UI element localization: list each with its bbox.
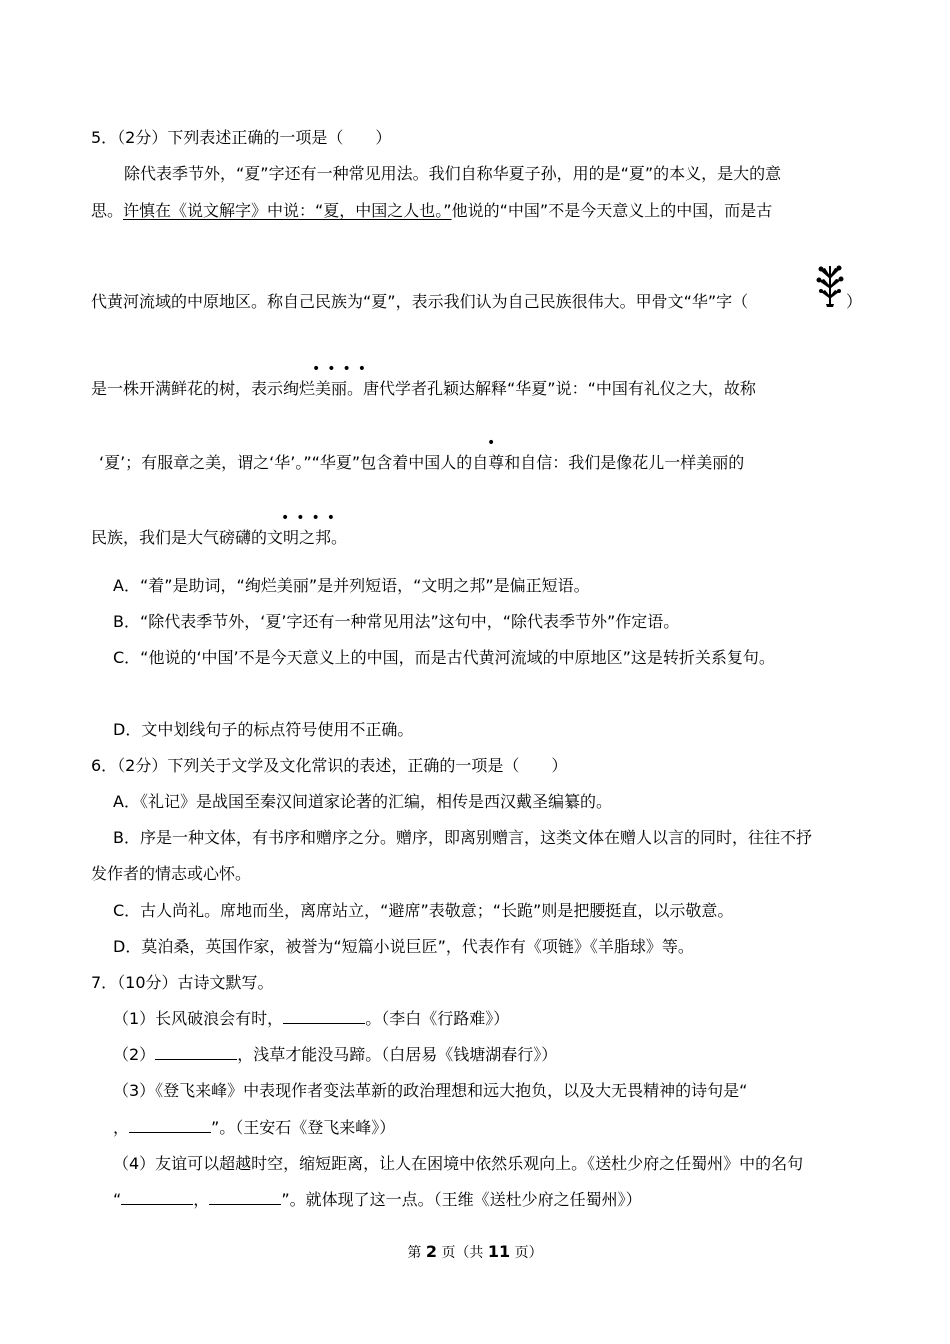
q5-option-b: B．“除代表季节外，‘夏’字还有一种常见用法”这句中，“除代表季节外”作定语。 (113, 612, 680, 631)
q6-option-d: D．莫泊桑，英国作家，被誉为“短篇小说巨匠”，代表作有《项链》《羊脂球》等。 (113, 937, 694, 956)
page-footer (0, 1242, 950, 1263)
footer-text: 页） (514, 1245, 543, 1261)
q6-option-a: A．《礼记》是战国至秦汉间道家论著的汇编，相传是西汉戴圣编纂的。 (113, 792, 612, 811)
q7-item-4-cont (113, 1188, 642, 1212)
q5-paren-close: ） (846, 292, 863, 311)
q7-item-4-comma: ， (193, 1190, 210, 1209)
emphasis-dots: •••• (312, 361, 374, 377)
q7-item-3-source: ”。（王安石《登飞来峰》） (211, 1118, 396, 1137)
q5-passage-line-1: 除代表季节外，“夏”字还有一种常见用法。我们自称华夏子孙，用的是“夏”的本义，是大的意 (124, 164, 782, 183)
answer-blank[interactable] (209, 1190, 281, 1205)
footer-text: 第 (407, 1245, 422, 1261)
q7-item-3: （3）《登飞来峰》中表现作者变法革新的政治理想和远大抱负，以及大无畏精神的诗句是“ (113, 1081, 748, 1100)
answer-blank[interactable] (121, 1190, 193, 1205)
oracle-bone-hua-glyph-icon (816, 264, 844, 308)
q5-passage-line-3: 代黄河流域的中原地区。称自己民族为“夏”，表示我们认为自己民族很伟大。甲骨文“华”字（ (91, 292, 749, 311)
q5-passage-text: 他说的“中国”不是今天意义上的中国，而是古 (451, 201, 773, 220)
q5-passage-line-6: 民族，我们是大气磅礴的文明之邦。 (91, 528, 348, 547)
q5-option-d: D．文中划线句子的标点符号使用不正确。 (113, 720, 414, 739)
emphasis-dot: • (487, 435, 503, 451)
q5-passage-line-2 (91, 199, 772, 223)
q5-passage-line-4: 是一株开满鲜花的树，表示绚烂美丽。唐代学者孔颖达解释“华夏”说：“中国有礼仪之大，故称 (91, 379, 756, 398)
q7-item-2 (113, 1043, 557, 1067)
q7-item-4-quote: “ (113, 1190, 122, 1209)
q5-passage-line-5: ‘夏’；有服章之美，谓之‘华’。”“华夏”包含着中国人的自尊和自信：我们是像花儿一样美丽的 (99, 453, 745, 472)
q5-stem: 5．（2分）下列表述正确的一项是（ ） (91, 128, 392, 147)
q7-item-2-number: （2） (113, 1045, 156, 1064)
answer-blank[interactable] (155, 1045, 237, 1060)
q6-option-c: C．古人尚礼。席地而坐，离席站立，“避席”表敬意；“长跪”则是把腰挺直，以示敬意。 (113, 901, 734, 920)
emphasis-dots: •••• (281, 510, 343, 526)
q7-item-2-text: ，浅草才能没马蹄。（白居易《钱塘湖春行》） (237, 1045, 558, 1064)
answer-blank[interactable] (283, 1009, 365, 1024)
q7-stem: 7．（10分）古诗文默写。 (91, 973, 274, 992)
q6-stem: 6．（2分）下列关于文学及文化常识的表述，正确的一项是（ ） (91, 756, 568, 775)
q7-item-1-text: （1）长风破浪会有时， (113, 1009, 284, 1028)
q5-option-c: C．“他说的‘中国’不是今天意义上的中国，而是古代黄河流域的中原地区”这是转折关系复句。 (113, 648, 775, 667)
q7-item-4-source: ”。就体现了这一点。（王维《送杜少府之任蜀州》） (281, 1190, 642, 1209)
q5-underlined-sentence: 许慎在《说文解字》中说：“夏，中国之人也。” (123, 201, 452, 220)
answer-blank[interactable] (129, 1118, 211, 1133)
q7-item-3-cont (113, 1116, 395, 1140)
q7-item-4: （4）友谊可以超越时空，缩短距离，让人在困境中依然乐观向上。《送杜少府之任蜀州》中的名句 (113, 1154, 804, 1173)
q7-item-1-source: 。（李白《行路难》） (365, 1009, 510, 1028)
q7-item-3-comma: ， (113, 1118, 130, 1137)
q7-item-1 (113, 1007, 509, 1031)
q6-option-b-cont: 发作者的情志或心怀。 (91, 864, 252, 883)
q5-passage-text: 思。 (91, 201, 124, 220)
footer-text: 页（共 (441, 1245, 484, 1261)
q5-option-a: A．“着”是助词，“绚烂美丽”是并列短语，“文明之邦”是偏正短语。 (113, 576, 590, 595)
q6-option-b: B．序是一种文体，有书序和赠序之分。赠序，即离别赠言，这类文体在赠人以言的同时，往往不抒 (113, 828, 812, 847)
page-number: 2 (425, 1242, 437, 1261)
total-pages: 11 (487, 1242, 511, 1261)
